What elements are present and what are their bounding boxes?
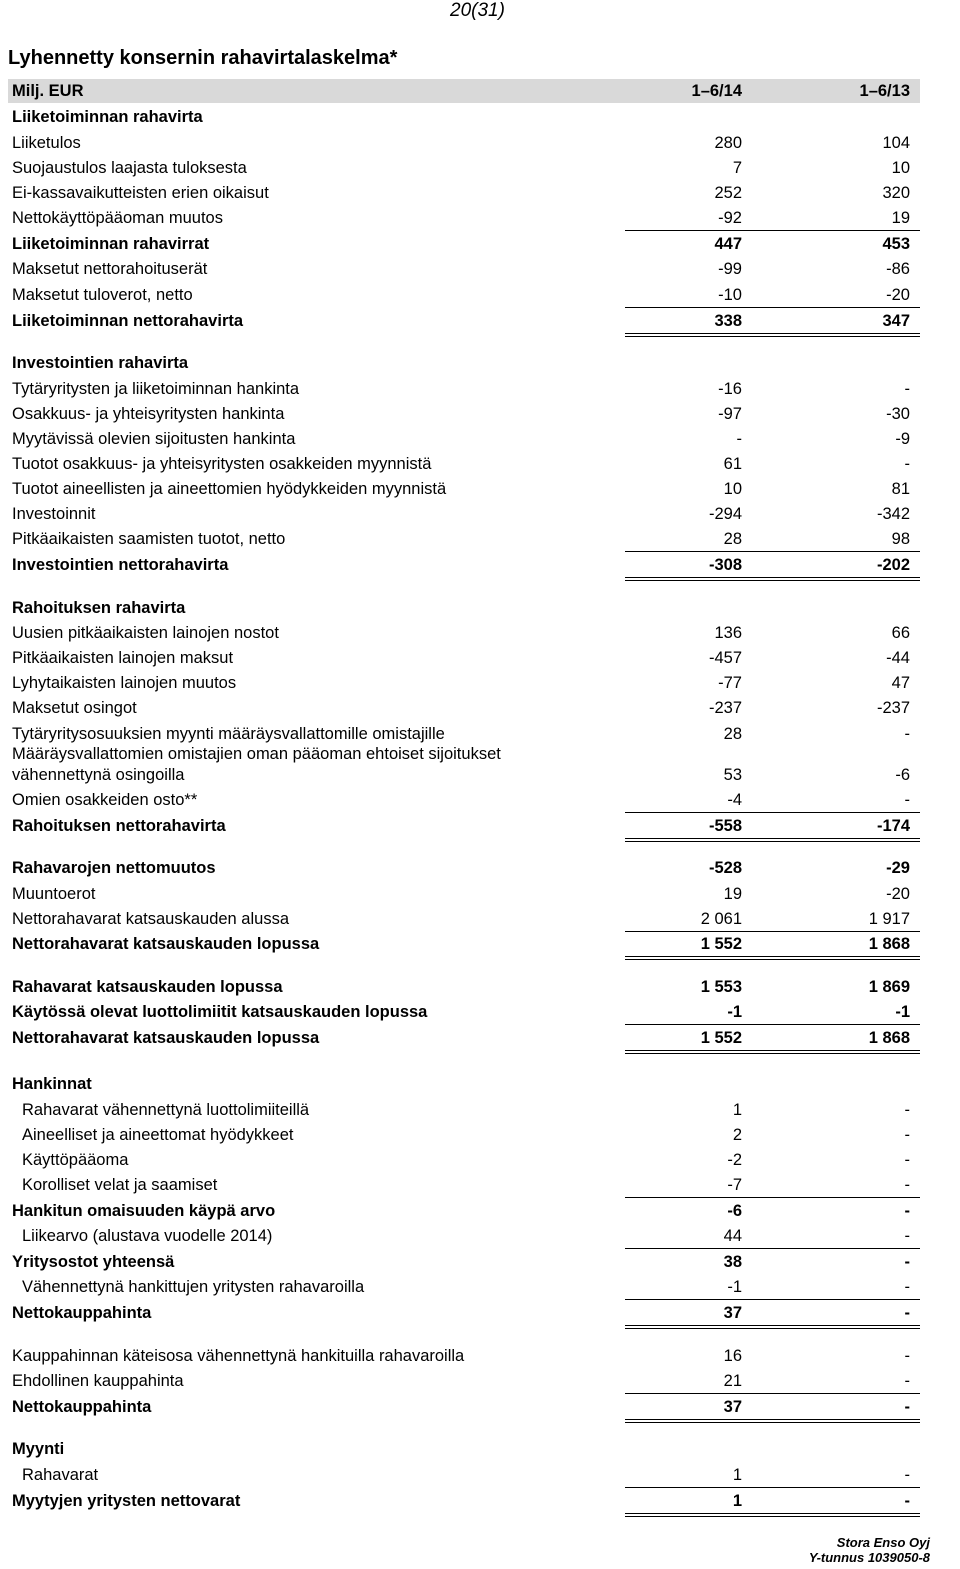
- row-label: Ehdollinen kauppahinta: [12, 1372, 184, 1390]
- row-value-2013: 1 917: [868, 910, 910, 928]
- row-value-2014: 19: [723, 885, 742, 903]
- table-row: [0, 974, 960, 999]
- row-label: Nettorahavarat katsauskauden alussa: [12, 910, 290, 928]
- row-label: Rahoituksen nettorahavirta: [12, 817, 226, 835]
- row-label: Myynti: [12, 1440, 65, 1458]
- row-value-2013: -: [904, 1176, 910, 1194]
- row-label: Nettorahavarat katsauskauden lopussa: [12, 935, 320, 953]
- table-row: [0, 762, 960, 787]
- row-value-2014: 338: [714, 312, 742, 330]
- row-value-2013: -174: [876, 817, 910, 835]
- row-value-2013: -: [904, 1126, 910, 1144]
- row-label: Tuotot osakkuus- ja yhteisyritysten osakkeiden myynnistä: [12, 455, 432, 473]
- table-row: [0, 1025, 960, 1050]
- row-label: Omien osakkeiden osto**: [12, 791, 198, 809]
- table-row: [0, 695, 960, 720]
- total-double-underline: [625, 1513, 920, 1517]
- row-value-2013: -: [904, 1372, 910, 1390]
- table-row: [0, 1172, 960, 1197]
- row-value-2013: -202: [876, 556, 910, 574]
- row-value-2014: -97: [718, 405, 742, 423]
- row-value-2014: -237: [708, 699, 742, 717]
- row-label: Lyhytaikaisten lainojen muutos: [12, 674, 237, 692]
- row-label: Hankitun omaisuuden käypä arvo: [12, 1202, 276, 1220]
- table-row: [0, 1343, 960, 1368]
- row-label: Myytävissä olevien sijoitusten hankinta: [12, 430, 296, 448]
- table-row: [0, 1071, 960, 1096]
- row-value-2013: -: [904, 1202, 910, 1220]
- row-value-2014: -: [736, 430, 742, 448]
- table-row: [0, 155, 960, 180]
- row-label: Rahavarat katsauskauden lopussa: [12, 978, 283, 996]
- row-value-2013: 104: [882, 134, 910, 152]
- table-row: [0, 501, 960, 526]
- table-row: [0, 670, 960, 695]
- row-value-2014: -16: [718, 380, 742, 398]
- row-value-2014: 61: [723, 455, 742, 473]
- row-value-2014: -4: [727, 791, 742, 809]
- row-label: vähennettynä osingoilla: [12, 766, 185, 784]
- row-value-2013: 1 868: [868, 935, 910, 953]
- table-row: [0, 931, 960, 956]
- header-col2: 1–6/13: [859, 82, 910, 100]
- table-row: [0, 180, 960, 205]
- row-label: Muuntoerot: [12, 885, 96, 903]
- total-double-underline: [625, 956, 920, 960]
- row-value-2013: 47: [891, 674, 910, 692]
- row-value-2014: -528: [708, 859, 742, 877]
- table-row: [0, 376, 960, 401]
- row-value-2013: -: [904, 455, 910, 473]
- row-value-2013: -: [904, 1492, 910, 1510]
- row-value-2014: 21: [723, 1372, 742, 1390]
- table-row: [0, 426, 960, 451]
- row-label: Liiketulos: [12, 134, 81, 152]
- table-row: [0, 645, 960, 670]
- row-value-2013: -: [904, 1151, 910, 1169]
- table-row: [0, 1488, 960, 1513]
- table-row: [0, 282, 960, 307]
- row-value-2014: -1: [727, 1003, 742, 1021]
- table-row: [0, 1198, 960, 1223]
- row-value-2013: 320: [882, 184, 910, 202]
- row-label: Suojaustulos laajasta tuloksesta: [12, 159, 247, 177]
- row-value-2014: 44: [723, 1227, 742, 1245]
- table-row: [0, 1394, 960, 1419]
- table-row: [0, 1436, 960, 1461]
- row-label: Rahavarat: [22, 1466, 99, 1484]
- row-value-2014: 53: [723, 766, 742, 784]
- row-value-2014: 447: [714, 235, 742, 253]
- row-value-2014: 136: [714, 624, 742, 642]
- row-label: Yritysostot yhteensä: [12, 1253, 175, 1271]
- table-row: [0, 256, 960, 281]
- row-value-2014: 280: [714, 134, 742, 152]
- row-label: Investointien rahavirta: [12, 354, 189, 372]
- row-value-2014: 38: [723, 1253, 742, 1271]
- row-value-2013: 1 869: [868, 978, 910, 996]
- row-label: Rahavarat vähennettynä luottolimiiteillä: [22, 1101, 310, 1119]
- row-value-2013: -: [904, 1253, 910, 1271]
- table-row: [0, 104, 960, 129]
- row-value-2014: -10: [718, 286, 742, 304]
- row-value-2014: 37: [723, 1398, 742, 1416]
- row-value-2014: 16: [723, 1347, 742, 1365]
- row-value-2014: -92: [718, 209, 742, 227]
- row-label: Maksetut nettorahoituserät: [12, 260, 208, 278]
- row-value-2014: 10: [723, 480, 742, 498]
- row-value-2014: 2 061: [700, 910, 742, 928]
- row-value-2013: -: [904, 1278, 910, 1296]
- row-value-2014: 28: [723, 725, 742, 743]
- row-label: Liiketoiminnan rahavirrat: [12, 235, 210, 253]
- row-value-2014: -2: [727, 1151, 742, 1169]
- header-label: Milj. EUR: [12, 82, 84, 100]
- table-row: [0, 813, 960, 838]
- table-row: [0, 1274, 960, 1299]
- row-label: Ei-kassavaikutteisten erien oikaisut: [12, 184, 269, 202]
- row-value-2014: 28: [723, 530, 742, 548]
- row-value-2014: -308: [708, 556, 742, 574]
- row-value-2014: -99: [718, 260, 742, 278]
- row-label: Myytyjen yritysten nettovarat: [12, 1492, 241, 1510]
- row-label: Uusien pitkäaikaisten lainojen nostot: [12, 624, 279, 642]
- row-label: Investoinnit: [12, 505, 96, 523]
- table-row: [0, 552, 960, 577]
- table-row: [0, 787, 960, 812]
- row-value-2014: 1 552: [700, 1029, 742, 1047]
- row-value-2013: -29: [886, 859, 910, 877]
- table-row: [0, 1147, 960, 1172]
- row-value-2014: 252: [714, 184, 742, 202]
- table-row: [0, 231, 960, 256]
- footer: [809, 1535, 930, 1565]
- page-title: Lyhennetty konsernin rahavirtalaskelma*: [8, 47, 398, 69]
- row-value-2014: -7: [727, 1176, 742, 1194]
- row-label: Pitkäaikaisten saamisten tuotot, netto: [12, 530, 286, 548]
- row-label: Kauppahinnan käteisosa vähennettynä hankituilla rahavaroilla: [12, 1347, 465, 1365]
- row-label: Liiketoiminnan rahavirta: [12, 108, 203, 126]
- row-value-2014: 1 553: [700, 978, 742, 996]
- row-label: Maksetut osingot: [12, 699, 137, 717]
- row-label: Tytäryritysosuuksien myynti määräysvallattomille omistajille: [12, 725, 445, 743]
- row-label: Aineelliset ja aineettomat hyödykkeet: [22, 1126, 294, 1144]
- row-value-2013: -: [904, 1304, 910, 1322]
- row-value-2013: -: [904, 1466, 910, 1484]
- row-value-2013: -20: [886, 885, 910, 903]
- row-value-2014: -457: [708, 649, 742, 667]
- row-value-2013: -30: [886, 405, 910, 423]
- table-row: [0, 451, 960, 476]
- row-value-2013: -: [904, 380, 910, 398]
- table-row: [0, 205, 960, 230]
- table-row: [0, 881, 960, 906]
- row-label: Käyttöpääoma: [22, 1151, 129, 1169]
- row-value-2014: 1 552: [700, 935, 742, 953]
- table-row: [0, 308, 960, 333]
- row-label: Liiketoiminnan nettorahavirta: [12, 312, 244, 330]
- row-value-2013: -: [904, 1398, 910, 1416]
- row-label: Tytäryritysten ja liiketoiminnan hankinta: [12, 380, 300, 398]
- row-label: Tuotot aineellisten ja aineettomien hyödykkeiden myynnistä: [12, 480, 447, 498]
- row-label: Nettorahavarat katsauskauden lopussa: [12, 1029, 320, 1047]
- row-value-2013: -: [904, 1347, 910, 1365]
- row-label: Rahoituksen rahavirta: [12, 599, 186, 617]
- row-label: Liikearvo (alustava vuodelle 2014): [22, 1227, 273, 1245]
- row-value-2014: 2: [732, 1126, 742, 1144]
- row-value-2013: -: [904, 1101, 910, 1119]
- total-double-underline: [625, 577, 920, 581]
- table-row: [0, 1249, 960, 1274]
- table-row: [0, 1097, 960, 1122]
- table-row: [0, 1368, 960, 1393]
- row-label: Määräysvallattomien omistajien oman pääoman ehtoiset sijoitukset: [12, 745, 501, 763]
- row-value-2014: 7: [732, 159, 742, 177]
- row-value-2014: 1: [732, 1101, 742, 1119]
- row-value-2013: 347: [882, 312, 910, 330]
- row-value-2013: 19: [891, 209, 910, 227]
- table-row: [0, 130, 960, 155]
- row-label: Investointien nettorahavirta: [12, 556, 229, 574]
- row-value-2013: 1 868: [868, 1029, 910, 1047]
- row-value-2013: -: [904, 725, 910, 743]
- row-value-2013: -: [904, 791, 910, 809]
- table-row: [0, 350, 960, 375]
- table-row: [0, 476, 960, 501]
- row-value-2013: -9: [895, 430, 910, 448]
- table-row: [0, 906, 960, 931]
- row-value-2013: -1: [895, 1003, 910, 1021]
- row-value-2013: -44: [886, 649, 910, 667]
- table-row: [0, 1462, 960, 1487]
- row-value-2013: -86: [886, 260, 910, 278]
- table-row: [0, 1300, 960, 1325]
- row-value-2014: 1: [732, 1466, 742, 1484]
- row-value-2013: -237: [876, 699, 910, 717]
- row-label: Nettokauppahinta: [12, 1398, 152, 1416]
- row-value-2013: -20: [886, 286, 910, 304]
- table-row: [0, 595, 960, 620]
- row-value-2013: 66: [891, 624, 910, 642]
- row-value-2013: -: [904, 1227, 910, 1245]
- total-double-underline: [625, 1325, 920, 1329]
- table-row: [0, 999, 960, 1024]
- header-col1: 1–6/14: [691, 82, 742, 100]
- total-double-underline: [625, 1419, 920, 1423]
- row-label: Käytössä olevat luottolimiitit katsauskauden lopussa: [12, 1003, 428, 1021]
- row-label: Vähennettynä hankittujen yritysten rahavaroilla: [22, 1278, 365, 1296]
- total-double-underline: [625, 1050, 920, 1054]
- table-row: [0, 855, 960, 880]
- row-value-2013: 98: [891, 530, 910, 548]
- row-label: Nettokauppahinta: [12, 1304, 152, 1322]
- total-double-underline: [625, 838, 920, 842]
- table-row: [0, 526, 960, 551]
- table-row: [0, 1122, 960, 1147]
- row-label: Pitkäaikaisten lainojen maksut: [12, 649, 234, 667]
- row-label: Hankinnat: [12, 1075, 92, 1093]
- table-header-row: [0, 78, 960, 103]
- row-label: Korolliset velat ja saamiset: [22, 1176, 218, 1194]
- row-value-2014: 1: [732, 1492, 742, 1510]
- row-label: Osakkuus- ja yhteisyritysten hankinta: [12, 405, 285, 423]
- row-label: Maksetut tuloverot, netto: [12, 286, 193, 304]
- row-value-2014: 37: [723, 1304, 742, 1322]
- row-value-2014: -558: [708, 817, 742, 835]
- row-value-2014: -294: [708, 505, 742, 523]
- row-value-2013: -6: [895, 766, 910, 784]
- table-row: [0, 1223, 960, 1248]
- row-value-2014: -1: [727, 1278, 742, 1296]
- table-row: [0, 620, 960, 645]
- row-value-2013: 10: [891, 159, 910, 177]
- row-label: Nettokäyttöpääoman muutos: [12, 209, 223, 227]
- row-value-2013: 453: [882, 235, 910, 253]
- row-label: Rahavarojen nettomuutos: [12, 859, 216, 877]
- footer-business-id: Y-tunnus 1039050-8: [808, 1550, 930, 1565]
- footer-company: Stora Enso Oyj: [836, 1535, 930, 1550]
- row-value-2014: -6: [727, 1202, 742, 1220]
- table-row: [0, 401, 960, 426]
- total-double-underline: [625, 333, 920, 337]
- row-value-2013: -342: [876, 505, 910, 523]
- page-number: 20(31): [450, 0, 505, 21]
- row-value-2013: 81: [891, 480, 910, 498]
- row-value-2014: -77: [718, 674, 742, 692]
